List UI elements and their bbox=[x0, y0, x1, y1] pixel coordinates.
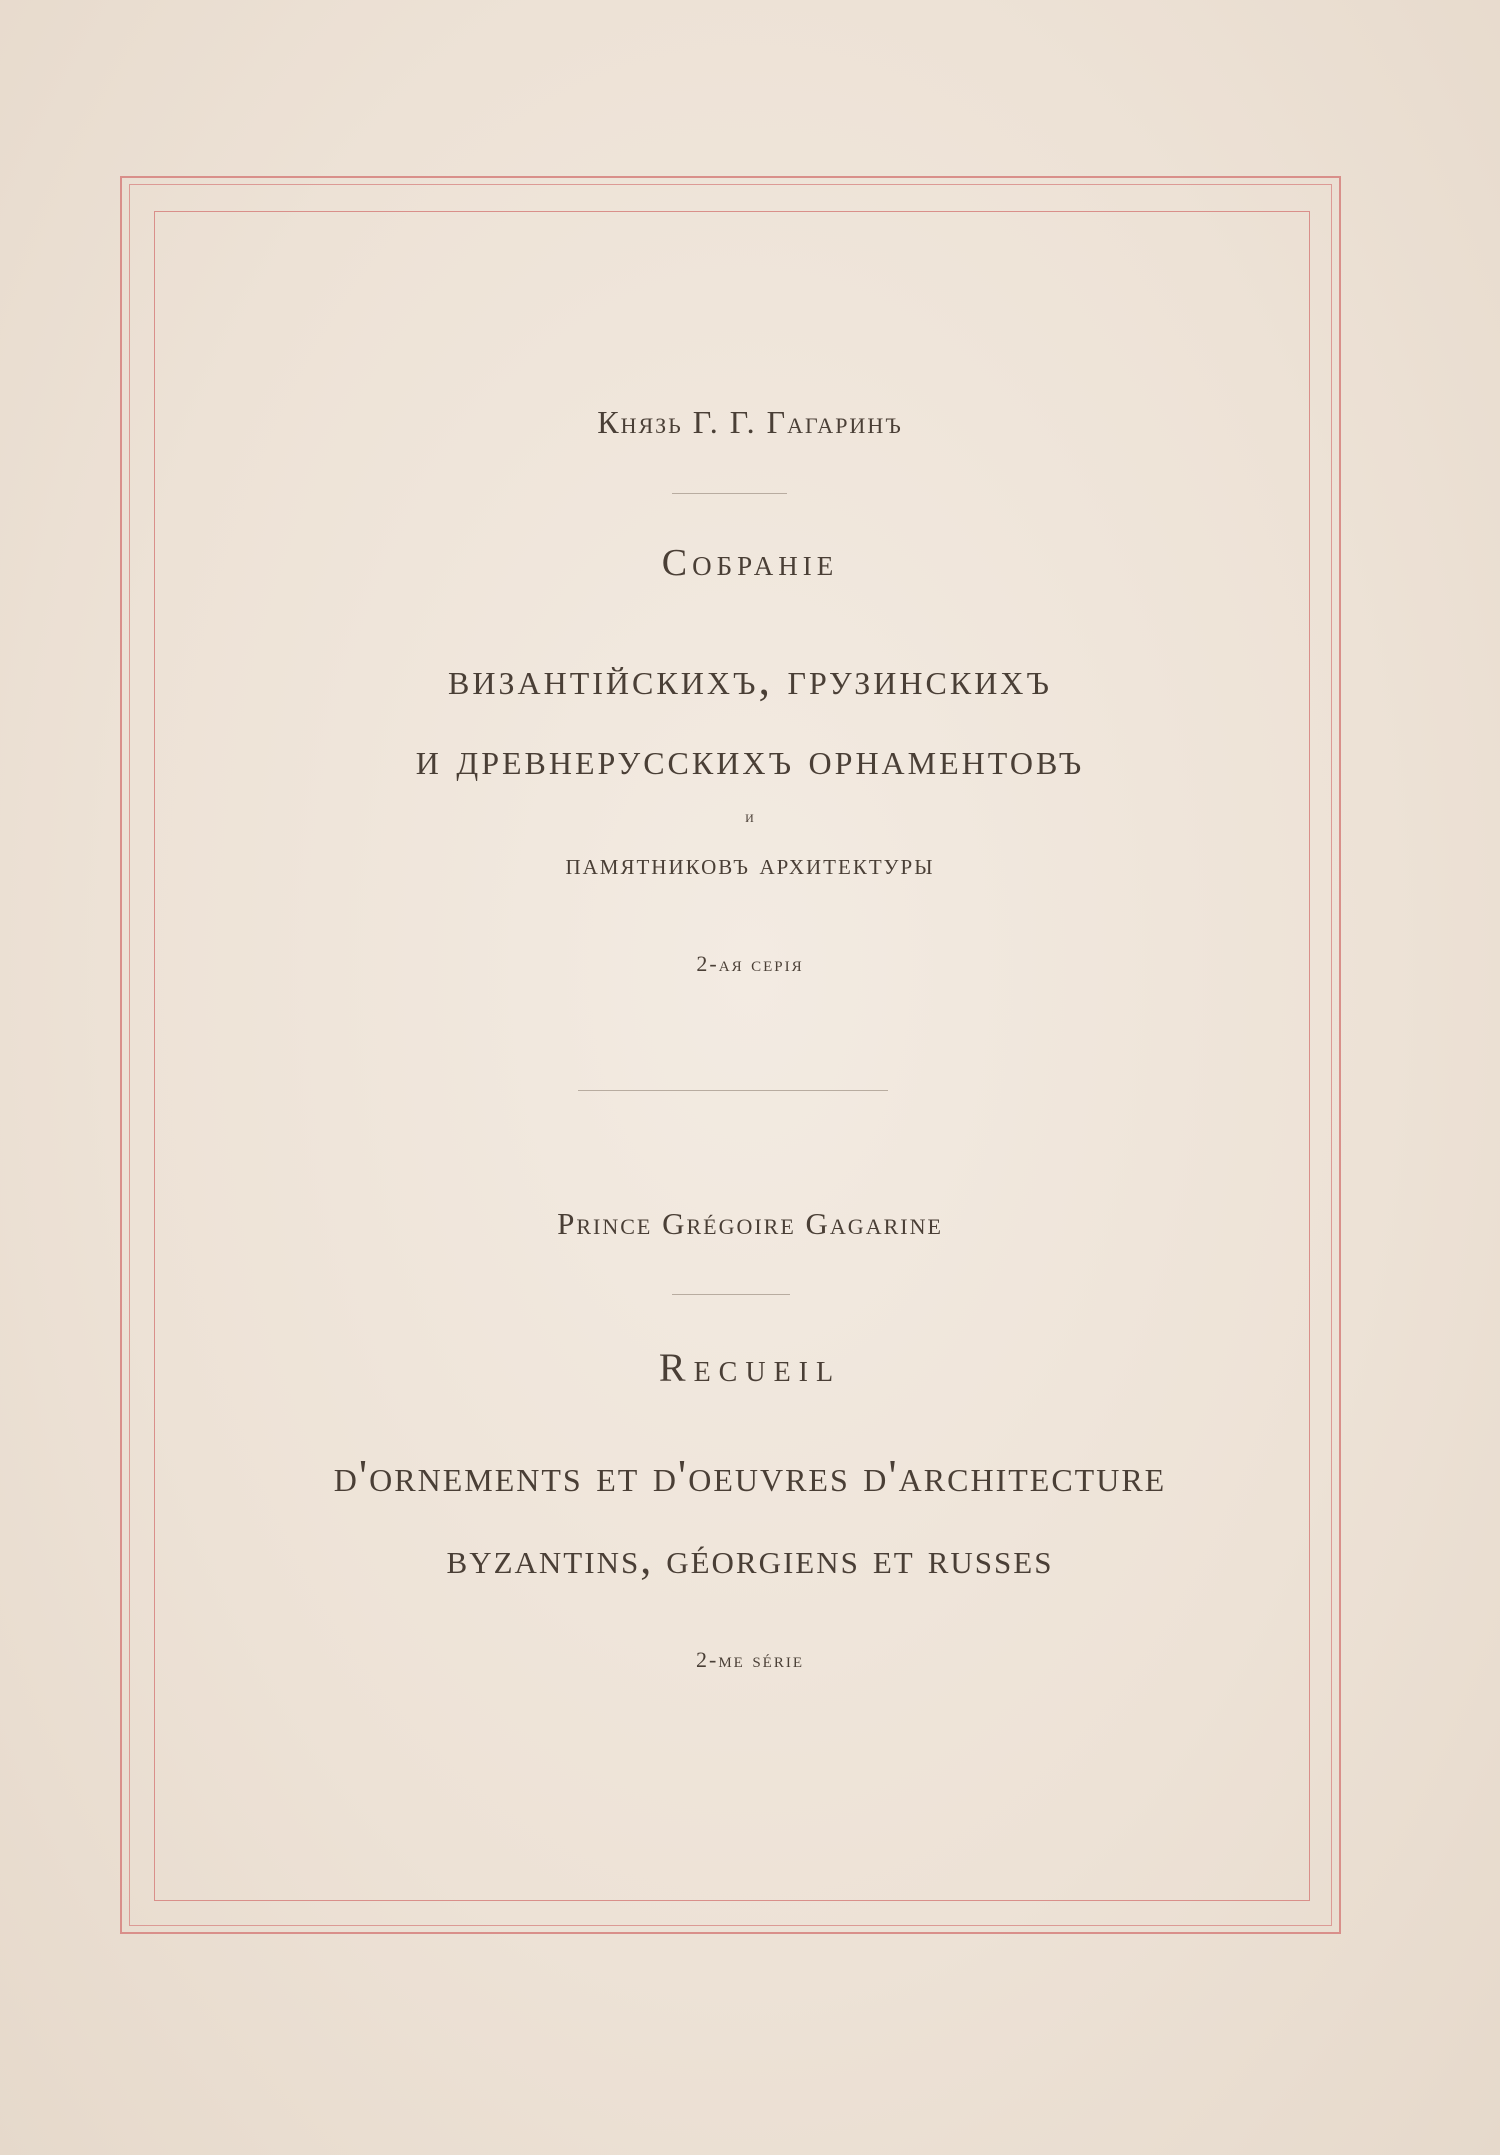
subtitle-russian-line-3: памятниковъ архитектуры bbox=[565, 848, 935, 881]
conjunction-russian: и bbox=[745, 807, 755, 826]
subtitle-russian-line-2: и древнерусскихъ орнаментовъ bbox=[415, 733, 1085, 784]
subtitle-russian-line-1: византiйскихъ, грузинскихъ bbox=[448, 653, 1052, 704]
title-french: Recueil bbox=[658, 1345, 842, 1390]
section-divider-rule bbox=[578, 1090, 888, 1091]
title-russian: Собранiе bbox=[661, 542, 839, 584]
series-russian: 2-ая серiя bbox=[696, 951, 804, 976]
subtitle-french-line-2: byzantins, géorgiens et russes bbox=[446, 1534, 1054, 1583]
ornamental-rule-short bbox=[672, 493, 787, 494]
author-french: Prince Grégoire Gagarine bbox=[557, 1206, 943, 1241]
author-russian: Князь Г. Г. Гагаринъ bbox=[597, 404, 903, 440]
ornamental-rule-short-french bbox=[672, 1294, 790, 1295]
subtitle-french-line-1: d'ornements et d'oeuvres d'architecture bbox=[333, 1450, 1167, 1501]
series-french: 2-me série bbox=[696, 1647, 804, 1672]
